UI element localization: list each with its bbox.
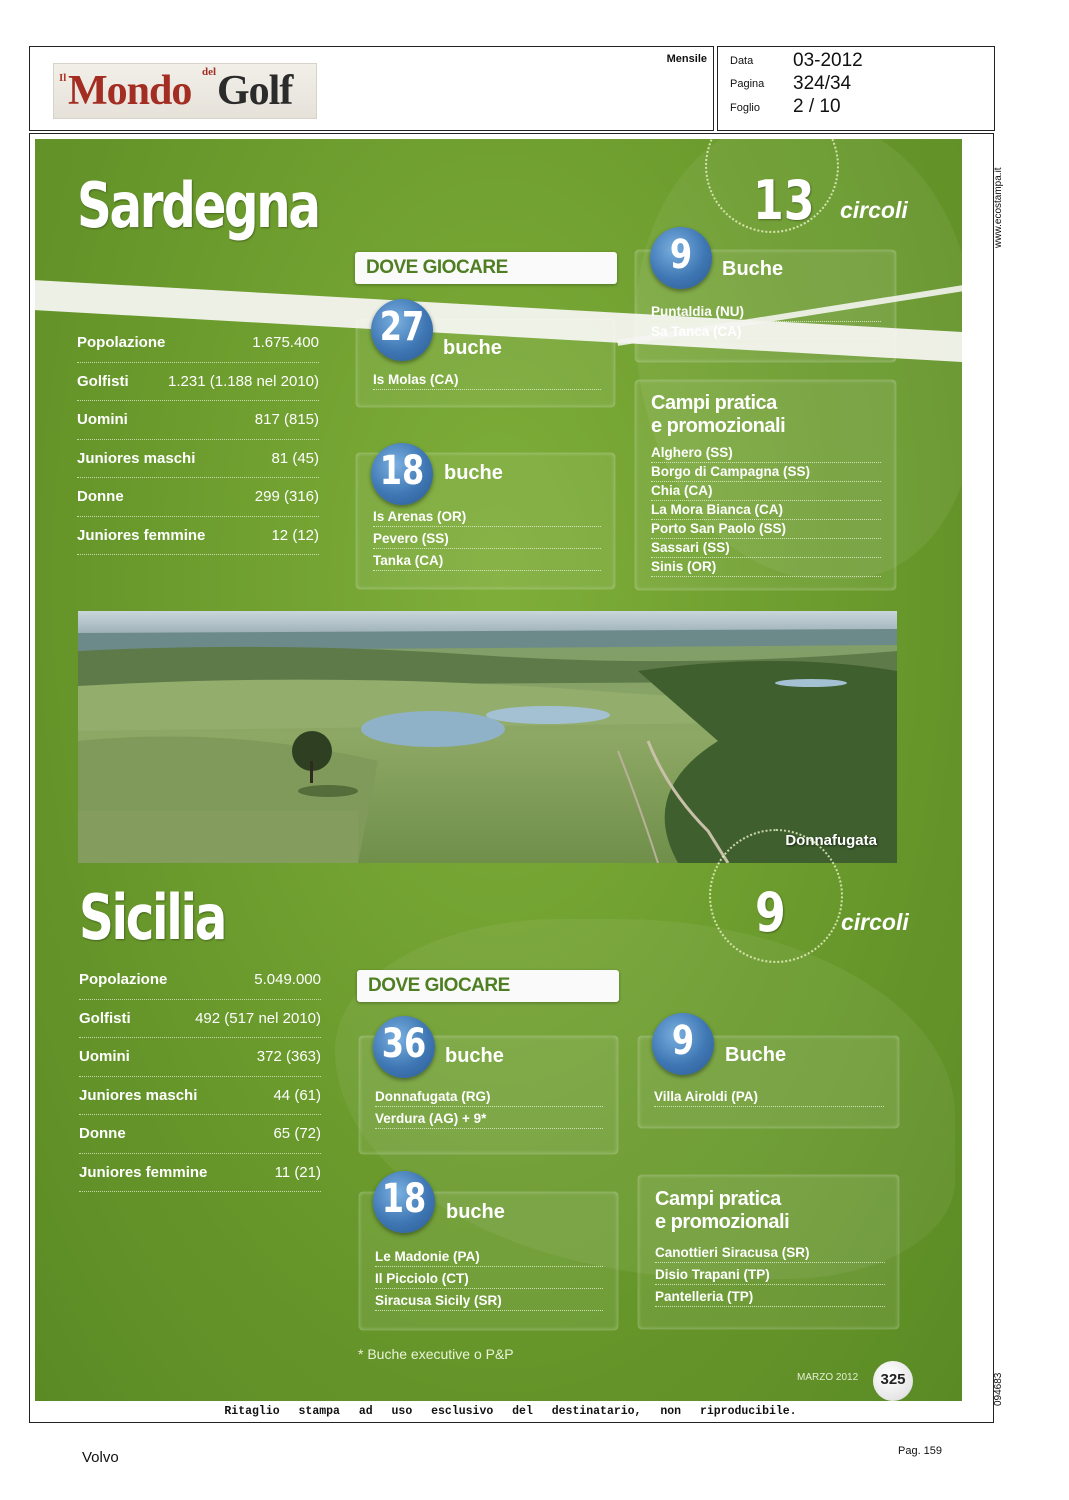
list-item: Tanka (CA): [373, 552, 601, 571]
card-9-list: [651, 303, 881, 343]
holes-badge-18: 18: [373, 1171, 435, 1233]
list-item: Pantelleria (TP): [655, 1288, 885, 1307]
circoli-label: circoli: [841, 909, 909, 935]
list-item: Chia (CA): [651, 482, 881, 501]
list-item: La Mora Bianca (CA): [651, 501, 881, 520]
buche-label: buche: [444, 462, 503, 484]
campi-list: [655, 1244, 885, 1310]
stat-value: 81 (45): [271, 449, 319, 467]
stat-label: Juniores maschi: [79, 1086, 198, 1104]
card-campi-pratica: [635, 380, 896, 590]
stat-label: Uomini: [79, 1048, 130, 1065]
stat-row: [79, 1000, 321, 1039]
magazine-logo: [53, 63, 317, 119]
card-campi-pratica: [638, 1175, 899, 1329]
pagina-value: 324/34: [793, 73, 852, 94]
holes-badge-36: 36: [373, 1016, 435, 1078]
logo-mondo: Mondo: [68, 68, 192, 114]
stat-row: [79, 1077, 321, 1116]
region-title-sicilia: Sicilia: [79, 881, 226, 954]
list-item: Donnafugata (RG): [375, 1088, 603, 1107]
list-item: Canottieri Siracusa (SR): [655, 1244, 885, 1263]
buche-label: Buche: [722, 258, 784, 280]
holes-badge-9: 9: [650, 227, 712, 289]
stat-row: [77, 401, 319, 440]
campi-title: Campi pratica e promozionali: [651, 392, 786, 437]
list-item: Disio Trapani (TP): [655, 1266, 885, 1285]
list-item: Sinis (OR): [651, 558, 881, 577]
stat-label: Juniores maschi: [77, 449, 196, 467]
dove-giocare-header: DOVE GIOCARE: [355, 252, 617, 284]
list-item: Sassari (SS): [651, 539, 881, 558]
pagina-label: Pagina: [730, 78, 765, 90]
card-36-list: [375, 1088, 603, 1132]
list-item: Puntaldia (NU): [651, 303, 881, 322]
list-item: Pevero (SS): [373, 530, 601, 549]
holes-badge-27: 27: [371, 299, 433, 361]
stat-label: Uomini: [77, 411, 128, 428]
card-18-list: [373, 508, 601, 574]
side-url: www.ecostampa.it: [993, 167, 1004, 248]
stat-label: Golfisti: [79, 1009, 131, 1027]
stat-label: Juniores femmine: [79, 1163, 208, 1181]
stat-row: [79, 1154, 321, 1193]
list-item: Alghero (SS): [651, 444, 881, 463]
side-code: 094683: [993, 1372, 1004, 1406]
list-item: Is Arenas (OR): [373, 508, 601, 527]
holes-badge-18: 18: [371, 443, 433, 505]
list-item: Villa Airoldi (PA): [654, 1088, 884, 1107]
buche-label: buche: [443, 337, 502, 359]
region-title-sardegna: Sardegna: [77, 169, 319, 242]
logo-del: del: [202, 66, 217, 78]
card-27-list: [373, 371, 601, 393]
data-label: Data: [730, 55, 754, 67]
dove-giocare-header: DOVE GIOCARE: [357, 970, 619, 1002]
header-meta-box: [717, 46, 995, 131]
stat-value: 65 (72): [273, 1125, 321, 1142]
stat-value: 44 (61): [273, 1086, 321, 1104]
page-number-badge: 325: [873, 1361, 913, 1401]
list-item: Le Madonie (PA): [375, 1248, 603, 1267]
stat-value: 492 (517 nel 2010): [195, 1009, 321, 1027]
list-item: Porto San Paolo (SS): [651, 520, 881, 539]
stats-sicilia: [79, 961, 321, 1192]
holes-badge-9: 9: [652, 1013, 714, 1075]
stats-sardegna: [77, 324, 319, 555]
frequency-label: Mensile: [666, 53, 707, 65]
stat-row: [77, 363, 319, 402]
foglio-value: 2 / 10: [793, 96, 841, 117]
stat-label: Donne: [77, 488, 124, 505]
issue-label: MARZO 2012: [797, 1372, 859, 1383]
data-value: 03-2012: [793, 50, 863, 71]
stat-row: [79, 961, 321, 1000]
campi-title: Campi pratica e promozionali: [655, 1188, 790, 1233]
stat-row: [79, 1115, 321, 1154]
list-item: Sa Tanca (CA): [651, 323, 881, 342]
stat-label: Juniores femmine: [77, 526, 206, 544]
footer-client: Volvo: [82, 1449, 119, 1466]
header-publication-box: [29, 46, 714, 131]
stat-row: [77, 324, 319, 363]
stat-value: 372 (363): [256, 1048, 321, 1065]
stat-value: 12 (12): [271, 526, 319, 544]
stat-label: Popolazione: [79, 971, 168, 988]
stat-label: Golfisti: [77, 372, 129, 390]
magazine-page: [35, 139, 962, 1401]
stat-value: 1.675.400: [252, 334, 319, 351]
donnafugata-photo: [78, 611, 897, 863]
buche-label: buche: [445, 1045, 504, 1067]
list-item: Siracusa Sicily (SR): [375, 1292, 603, 1311]
footer-page: Pag. 159: [898, 1445, 943, 1457]
card-9-list: [654, 1088, 884, 1108]
golf-course-aerial-image: [78, 611, 897, 863]
stat-row: [77, 440, 319, 479]
stat-row: [77, 478, 319, 517]
campi-list: [651, 444, 881, 577]
list-item: Verdura (AG) + 9*: [375, 1110, 603, 1129]
stat-label: Popolazione: [77, 334, 166, 351]
stat-row: [79, 1038, 321, 1077]
stat-row: [77, 517, 319, 556]
circoli-count: 9: [755, 881, 786, 944]
buche-label: buche: [446, 1201, 505, 1223]
logo-il: Il: [59, 72, 67, 84]
photo-caption: Donnafugata: [785, 832, 877, 849]
stat-value: 299 (316): [254, 488, 319, 505]
list-item: Il Picciolo (CT): [375, 1270, 603, 1289]
stat-value: 817 (815): [254, 411, 319, 428]
stat-value: 5.049.000: [254, 971, 321, 988]
circoli-label: circoli: [840, 197, 908, 223]
stat-value: 1.231 (1.188 nel 2010): [168, 372, 319, 390]
card-18-list: [375, 1248, 603, 1314]
clipping-notice: Ritaglio stampa ad uso esclusivo del destinatario, non riproducibile.: [224, 1405, 797, 1418]
foglio-label: Foglio: [730, 102, 760, 114]
list-item: Is Molas (CA): [373, 371, 601, 390]
stat-value: 11 (21): [274, 1163, 321, 1181]
buche-label: Buche: [725, 1044, 787, 1066]
circoli-count: 13: [753, 169, 815, 232]
list-item: Borgo di Campagna (SS): [651, 463, 881, 482]
logo-golf: Golf: [217, 68, 293, 114]
footnote: * Buche executive o P&P: [358, 1346, 514, 1362]
stat-label: Donne: [79, 1125, 126, 1142]
